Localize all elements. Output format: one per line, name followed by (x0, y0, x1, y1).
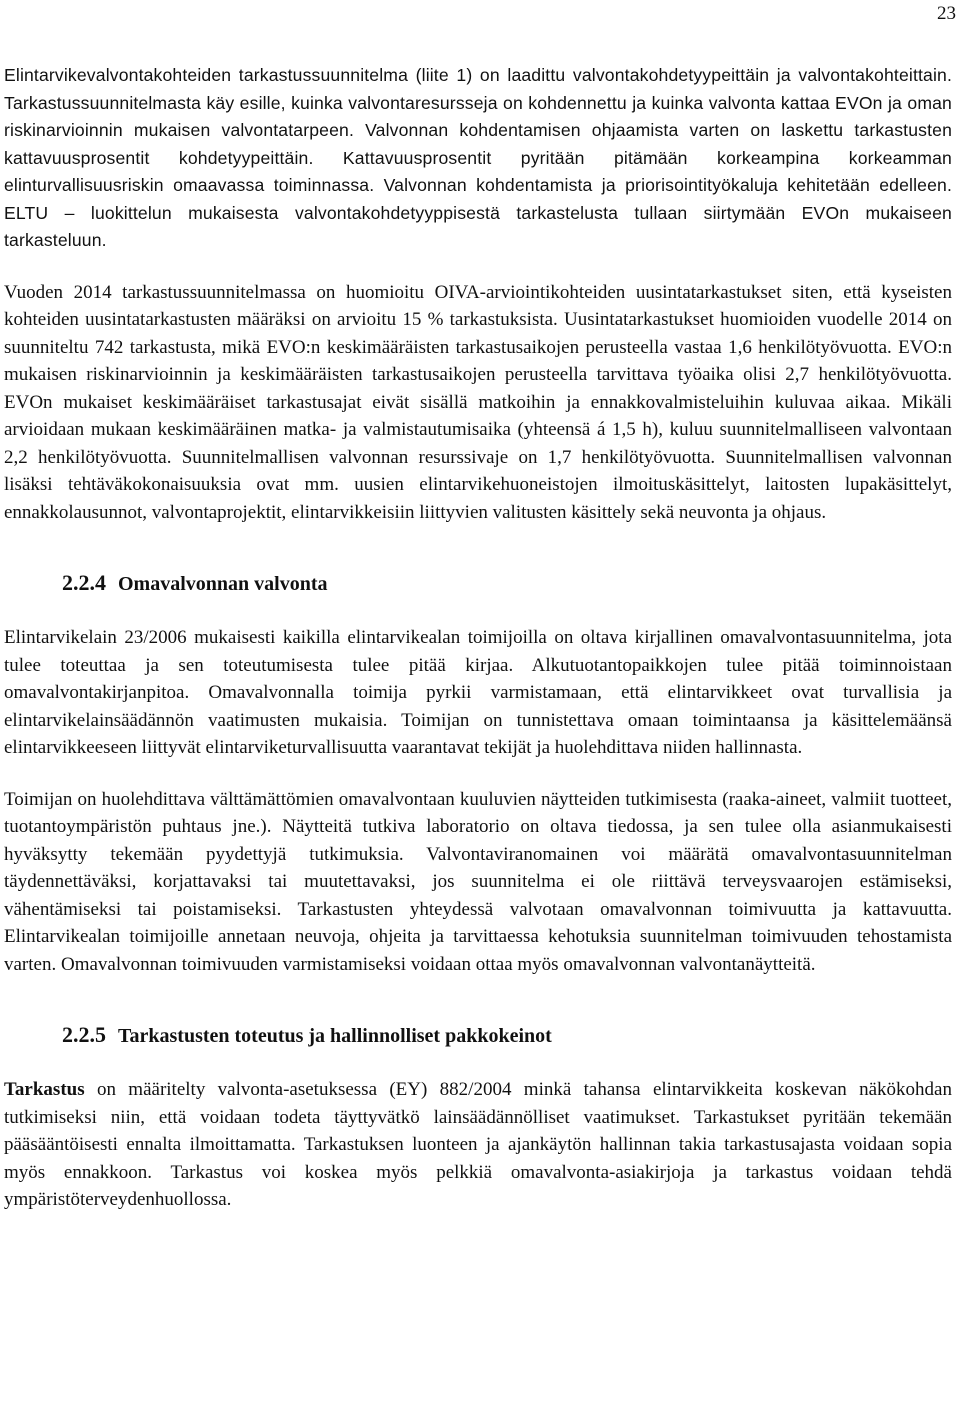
spacer (4, 526, 952, 570)
section-number: 2.2.4 (62, 570, 106, 595)
spacer (4, 1048, 952, 1076)
spacer (4, 596, 952, 624)
spacer (4, 978, 952, 1022)
section-2-2-5-paragraph-1 (4, 1076, 952, 1214)
section-title: Tarkastusten toteutus ja hallinnolliset pakkokeinot (118, 1025, 552, 1047)
section-title: Omavalvonnan valvonta (118, 573, 328, 595)
intro-paragraph-1: Elintarvikevalvontakohteiden tarkastussuunnitelma (liite 1) on laadittu valvontakohdetyypeittäin ja valvontakohteittain. Tarkastussuunnitelmasta käy esille, kuinka valvontaresursseja on kohdennettu ja kuinka valvonta kattaa EVOn ja oman riskinarvioinnin mukaisen valvontatarpeen. Valvonnan kohdentamisen ohjaamista varten on laskettu tarkastusten kattavuusprosentit kohdetyypeittäin. Kattavuusprosentit pyritään pitämään korkeampina korkeamman elinturvallisuusriskin omaavassa toiminnassa. Valvonnan kohdentamista ja priorisointityökaluja kehitetään edelleen. ELTU – luokittelun mukaisesta valvontakohdetyyppisestä tarkastelusta tullaan siirtymään EVOn mukaiseen tarkasteluun. (4, 65, 952, 250)
section-heading-2-2-4 (62, 570, 952, 596)
spacer (4, 762, 952, 786)
page-number: 23 (937, 3, 956, 24)
section-heading-2-2-5 (62, 1022, 952, 1048)
intro-paragraph-2: Vuoden 2014 tarkastussuunnitelmassa on huomioitu OIVA-arviointikohteiden uusintatarkastukset siten, että kyseisten kohteiden uusintatarkastusten määräksi on arvioitu 15 % tarkastuksista. Uusintatarkastukset huomioiden vuodelle 2014 on suunniteltu 742 tarkastusta, mikä EVO:n keskimääräisten tarkastusaikojen perusteella vastaa 1,6 henkilötyövuotta. EVO:n mukaisen riskinarvioinnin ja keskimääräisten tarkastusaikojen perusteella tarvittava työaika olisi 2,7 henkilötyövuotta. EVOn mukaiset keskimääräiset tarkastusajat eivät sisällä matkoihin ja ennakkovalmisteluihin kuluvaa aikaa. Mikäli arvioidaan mukaan keskimääräinen matka- ja valmistautumisaika (yhteensä á 1,5 h), kuluu suunnitelmalliseen valvontaan 2,2 henkilötyövuotta. Suunnitelmallisen valvonnan resurssivaje on 1,7 henkilötyövuotta. Suunnitelmallisen valvonnan lisäksi tehtäväkokonaisuuksia ovat mm. uusien elintarvikehuoneistojen ilmoituskäsittelyt, laitosten lupakäsittelyt, ennakkolausunnot, valvontaprojektit, elintarvikkeisiin liittyvien valitusten käsittely sekä neuvonta ja ohjaus. (4, 281, 952, 523)
document-body (4, 62, 952, 1214)
section-2-2-4-paragraph-1: Elintarvikelain 23/2006 mukaisesti kaikilla elintarvikealan toimijoilla on oltava kirjallinen omavalvontasuunnitelma, jota tulee toteuttaa ja sen toteutumisesta tulee pitää kirjaa. Alkutuotantopaikkojen tulee pitää toiminnoistaan omavalvontakirjanpitoa. Omavalvonnalla toimija pyrkii varmistamaan, että elintarvikkeet ovat turvallisia ja elintarvikelainsäädännön vaatimusten mukaisia. Toimijan on tunnistettava omaan toimintaansa ja käsittelemäänsä elintarvikkeeseen liittyvät elintarviketurvallisuutta vaarantavat tekijät ja huolehdittava niiden hallinnasta. (4, 627, 952, 758)
section-number: 2.2.5 (62, 1022, 106, 1047)
section-2-2-5-paragraph-1-text: on määritelty valvonta-asetuksessa (EY) 882/2004 minkä tahansa elintarvikkeita koskevan näkökohdan tutkimiseksi niin, että voidaan todeta täyttyvätkö lainsäädännölliset vaatimukset. Tarkastukset pyritään tekemään pääsääntöisesti ennalta ilmoittamatta. Tarkastuksen luonteen ja ajankäytön hallinnan takia tarkastusajasta voidaan sopia myös ennakkoon. Tarkastus voi koskea myös pelkkiä omavalvonta-asiakirjoja ja tarkastus voidaan tehdä ympäristöterveydenhuollossa. (4, 1079, 952, 1210)
spacer (4, 255, 952, 279)
section-2-2-4-paragraph-2: Toimijan on huolehdittava välttämättömien omavalvontaan kuuluvien näytteiden tutkimisesta (raaka-aineet, valmiit tuotteet, tuotantoympäristön puhtaus jne.). Näytteitä tutkiva laboratorio on oltava tiedossa, ja sen tulee olla asianmukaisesti hyväksytty tekemään pyydettyjä tutkimuksia. Valvontaviranomainen voi määrätä omavalvontasuunnitelman täydennettäväksi, korjattavaksi tai muutettavaksi, jos suunnitelma ei ole riittävä terveysvaarojen estämiseksi, vähentämiseksi tai poistamiseksi. Tarkastusten yhteydessä valvotaan omavalvonnan toimivuutta ja kattavuutta. Elintarvikealan toimijoille annetaan neuvoja, ohjeita ja tarvittaessa kehotuksia suunnitelman toimivuuden tehostamista varten. Omavalvonnan toimivuuden varmistamiseksi voidaan ottaa myös omavalvonnan valvontanäytteitä. (4, 788, 952, 975)
term-tarkastus: Tarkastus (4, 1079, 85, 1100)
